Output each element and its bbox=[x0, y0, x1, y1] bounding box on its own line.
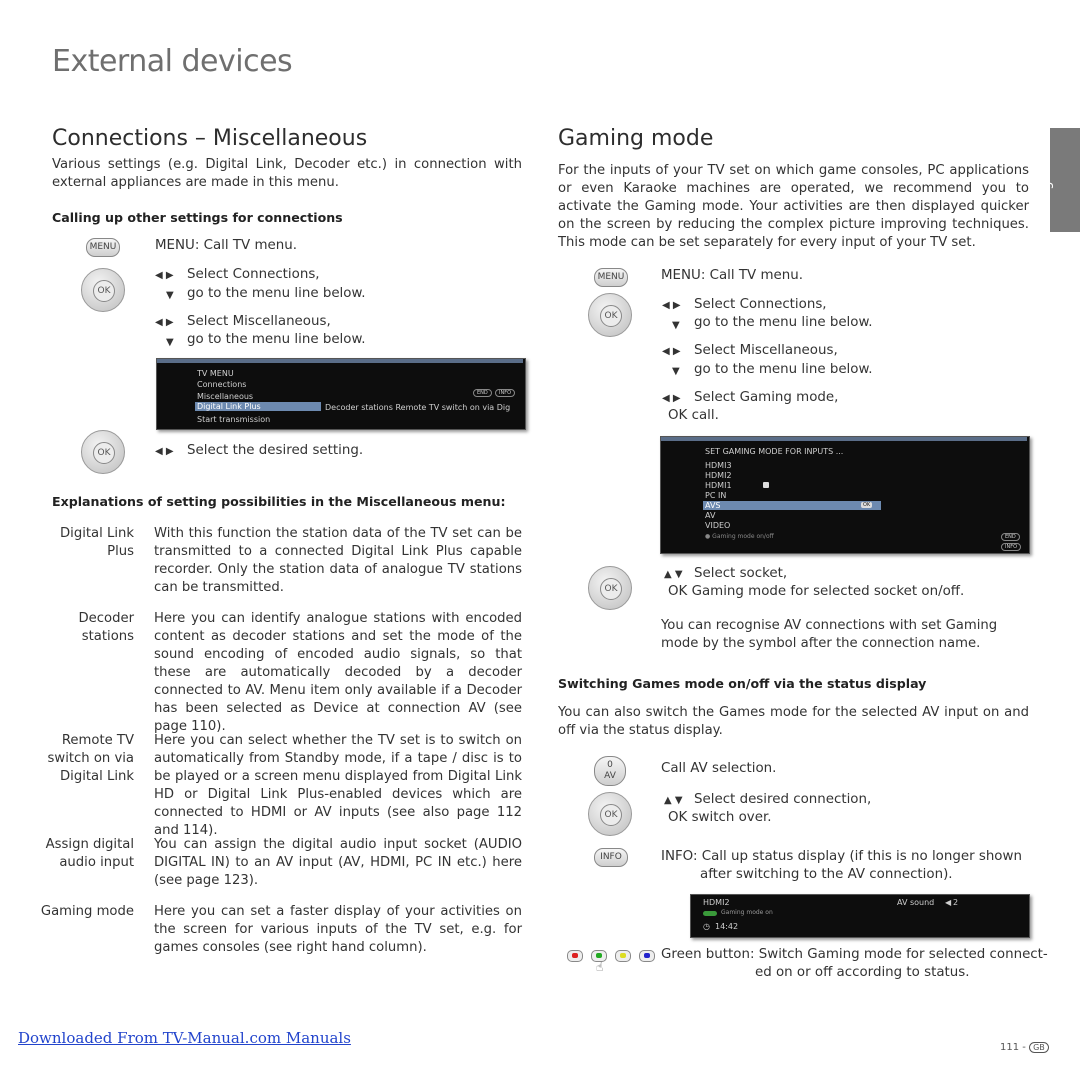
left-right-arrows-icon: ◀ ▶ bbox=[662, 300, 681, 311]
language-tab-label: english bbox=[1039, 159, 1054, 206]
end-key-icon: END bbox=[1001, 533, 1020, 541]
tv-menu-title: TV MENU bbox=[197, 369, 234, 378]
left-sub-heading: Calling up other settings for connections bbox=[52, 210, 343, 225]
status-heading: Switching Games mode on/off via the status display bbox=[558, 676, 927, 691]
gaming-screen-title: SET GAMING MODE FOR INPUTS ... bbox=[705, 447, 844, 456]
right-intro: For the inputs of your TV set on which game consoles, PC applications or even Karaoke machines are operated, we recommend you to activate the Gaming mode. Your activities are then displayed quicker on the screen by reducing the complex picture improving techniques. This mode can be set separately for every input of your TV set. bbox=[558, 163, 1029, 250]
entry-text: Here you can set a faster display of your activities on the screen for various inputs of the TV set, e.g. for games consoles (see right hand column). bbox=[154, 904, 522, 955]
page-number bbox=[1000, 1042, 1049, 1053]
gaming-input-selected: AVS bbox=[703, 501, 881, 510]
gaming-input-item: HDMI3 bbox=[705, 461, 732, 470]
right-step-menu: MENU: Call TV menu. bbox=[661, 268, 803, 283]
green-button-icon bbox=[703, 911, 717, 916]
status-step-av: Call AV selection. bbox=[661, 761, 777, 776]
entry-text: Here you can identify analogue stations with encoded content as decoder stations and set the mode of the sound encoding of encoded audio signals, so that these are automatically decoded by a decoder connected to AV. Menu item only available if a Decoder has been selected as Device at connection AV (see page 110). bbox=[154, 611, 522, 734]
status-intro: You can also switch the Games mode for the selected AV input on and off via the status display. bbox=[558, 705, 1029, 738]
left-right-arrows-icon: ◀ ▶ bbox=[662, 346, 681, 357]
left-step-1: Select Connections, bbox=[187, 267, 320, 282]
zero-av-key-icon: 0 AV bbox=[594, 756, 626, 786]
left-intro: Various settings (e.g. Digital Link, Decoder etc.) in connection with external appliances are made in this menu. bbox=[52, 157, 522, 190]
entry-label: Digital Link Plus bbox=[60, 526, 134, 559]
gaming-input-item: AV bbox=[705, 511, 716, 520]
left-step-5: Select the desired setting. bbox=[187, 443, 364, 458]
left-step-3: Select Miscellaneous, bbox=[187, 314, 331, 329]
info-key-icon: INFO bbox=[594, 848, 628, 867]
blue-button-icon bbox=[639, 950, 655, 962]
status-sound-value: 2 bbox=[953, 898, 959, 907]
yellow-button-icon bbox=[615, 950, 631, 962]
entry-text: With this function the station data of the TV set can be transmitted to a connected Digital Link Plus capable recorder. Only the station data of analogue TV stations can be transmitted. bbox=[154, 526, 522, 595]
gaming-hint bbox=[705, 533, 774, 540]
status-display-screen bbox=[690, 894, 1030, 938]
tv-menu-item: Start transmission bbox=[197, 415, 271, 424]
left-step-2: go to the menu line below. bbox=[187, 286, 366, 301]
ok-badge-icon: OK bbox=[863, 502, 871, 508]
end-key-icon: END bbox=[473, 389, 492, 397]
entry-label: Assign digital audio input bbox=[45, 837, 134, 870]
status-step-ok: OK switch over. bbox=[668, 810, 772, 825]
download-source-link[interactable]: Downloaded From TV-Manual.com Manuals bbox=[18, 1029, 351, 1047]
gaming-input-item: PC IN bbox=[705, 491, 727, 500]
entry-label: Decoder stations bbox=[78, 611, 134, 644]
right-step-5: Select Gaming mode, bbox=[694, 390, 839, 405]
right-step-4: go to the menu line below. bbox=[694, 362, 873, 377]
ok-circle-icon: ● bbox=[705, 533, 711, 540]
entry-label: Remote TV switch on via Digital Link bbox=[47, 733, 134, 784]
section-heading-gaming-mode: Gaming mode bbox=[558, 126, 714, 151]
ok-navigation-key-icon: OK bbox=[81, 430, 125, 474]
green-button-text-2: ed on or off according to status. bbox=[755, 965, 970, 980]
status-step-select: Select desired connection, bbox=[694, 792, 872, 807]
left-right-arrows-icon: ◀ ▶ bbox=[662, 393, 681, 404]
down-arrow-icon: ▼ bbox=[672, 366, 680, 377]
left-right-arrows-icon: ◀ ▶ bbox=[155, 446, 174, 457]
ok-navigation-key-icon: OK bbox=[81, 268, 125, 312]
explanations-heading: Explanations of setting possibilities in the Miscellaneous menu: bbox=[52, 494, 506, 509]
gaming-hint-text: Gaming mode on/off bbox=[712, 533, 774, 540]
gaming-input-item: HDMI1 bbox=[705, 481, 732, 490]
clock-icon: ◷ bbox=[703, 922, 710, 931]
section-heading-connections: Connections – Miscellaneous bbox=[52, 126, 368, 151]
pointer-hand-icon: ☝ bbox=[596, 960, 604, 974]
page-title: External devices bbox=[52, 44, 293, 79]
right-step-2: go to the menu line below. bbox=[694, 315, 873, 330]
right-step-3: Select Miscellaneous, bbox=[694, 343, 838, 358]
recognise-text: You can recognise AV connections with set Gaming mode by the symbol after the connection name. bbox=[661, 618, 998, 651]
tv-menu-item: Miscellaneous bbox=[197, 392, 254, 401]
gaming-mode-symbol-icon bbox=[763, 482, 769, 488]
status-time: 14:42 bbox=[715, 922, 739, 931]
left-right-arrows-icon: ◀ ▶ bbox=[155, 270, 174, 281]
up-down-arrows-icon: ▲ ▼ bbox=[664, 795, 683, 806]
gaming-input-item: HDMI2 bbox=[705, 471, 732, 480]
gaming-input-item: VIDEO bbox=[705, 521, 731, 530]
gaming-mode-screen bbox=[660, 436, 1030, 554]
page-number-text: 111 - bbox=[1000, 1042, 1026, 1053]
status-gaming: Gaming mode on bbox=[721, 909, 773, 916]
status-step-info-1: INFO: Call up status display (if this is no longer shown bbox=[661, 849, 1022, 864]
entry-text: You can assign the digital audio input socket (AUDIO DIGITAL IN) to an AV input (AV, HDMI, PC IN etc.) here (see page 123). bbox=[154, 837, 522, 888]
entry-text: Here you can select whether the TV set is to switch on automatically from Standby mode, if a tape / disc is to be played or a screen menu displayed from Digital Link HD or Digital Link Plus-enabled devices which are connected to HDMI or AV inputs (see also page 112 and 114). bbox=[154, 733, 522, 838]
tv-menu-options: Decoder stations Remote TV switch on via Dig bbox=[325, 403, 511, 412]
down-arrow-icon: ▼ bbox=[166, 337, 174, 348]
status-step-info-2: after switching to the AV connection). bbox=[700, 867, 953, 882]
red-button-icon bbox=[567, 950, 583, 962]
ok-navigation-key-icon: OK bbox=[588, 792, 632, 836]
info-key-icon: INFO bbox=[495, 389, 515, 397]
speaker-icon: ◀ bbox=[945, 898, 952, 907]
menu-key-icon: MENU bbox=[594, 268, 628, 287]
ok-navigation-key-icon: OK bbox=[588, 293, 632, 337]
down-arrow-icon: ▼ bbox=[672, 320, 680, 331]
up-down-arrows-icon: ▲ ▼ bbox=[664, 569, 683, 580]
info-key-icon: INFO bbox=[1001, 543, 1021, 551]
left-step-menu: MENU: Call TV menu. bbox=[155, 238, 297, 253]
menu-key-icon: MENU bbox=[86, 238, 120, 257]
tv-menu-screen bbox=[156, 358, 526, 430]
green-button-text-1: Green button: Switch Gaming mode for selected connect- bbox=[661, 947, 1048, 962]
down-arrow-icon: ▼ bbox=[166, 290, 174, 301]
right-step-8: OK Gaming mode for selected socket on/off. bbox=[668, 584, 965, 599]
status-sound-label: AV sound bbox=[897, 898, 935, 907]
left-step-4: go to the menu line below. bbox=[187, 332, 366, 347]
left-right-arrows-icon: ◀ ▶ bbox=[155, 317, 174, 328]
right-step-7: Select socket, bbox=[694, 566, 788, 581]
tv-menu-item-selected: Digital Link Plus bbox=[195, 402, 321, 411]
right-step-1: Select Connections, bbox=[694, 297, 827, 312]
country-badge: GB bbox=[1029, 1042, 1049, 1053]
right-step-6: OK call. bbox=[668, 408, 719, 423]
language-tab[interactable] bbox=[1039, 128, 1080, 232]
tv-menu-item: Connections bbox=[197, 380, 247, 389]
status-input: HDMI2 bbox=[703, 898, 730, 907]
ok-navigation-key-icon: OK bbox=[588, 566, 632, 610]
entry-label: Gaming mode bbox=[40, 904, 134, 919]
